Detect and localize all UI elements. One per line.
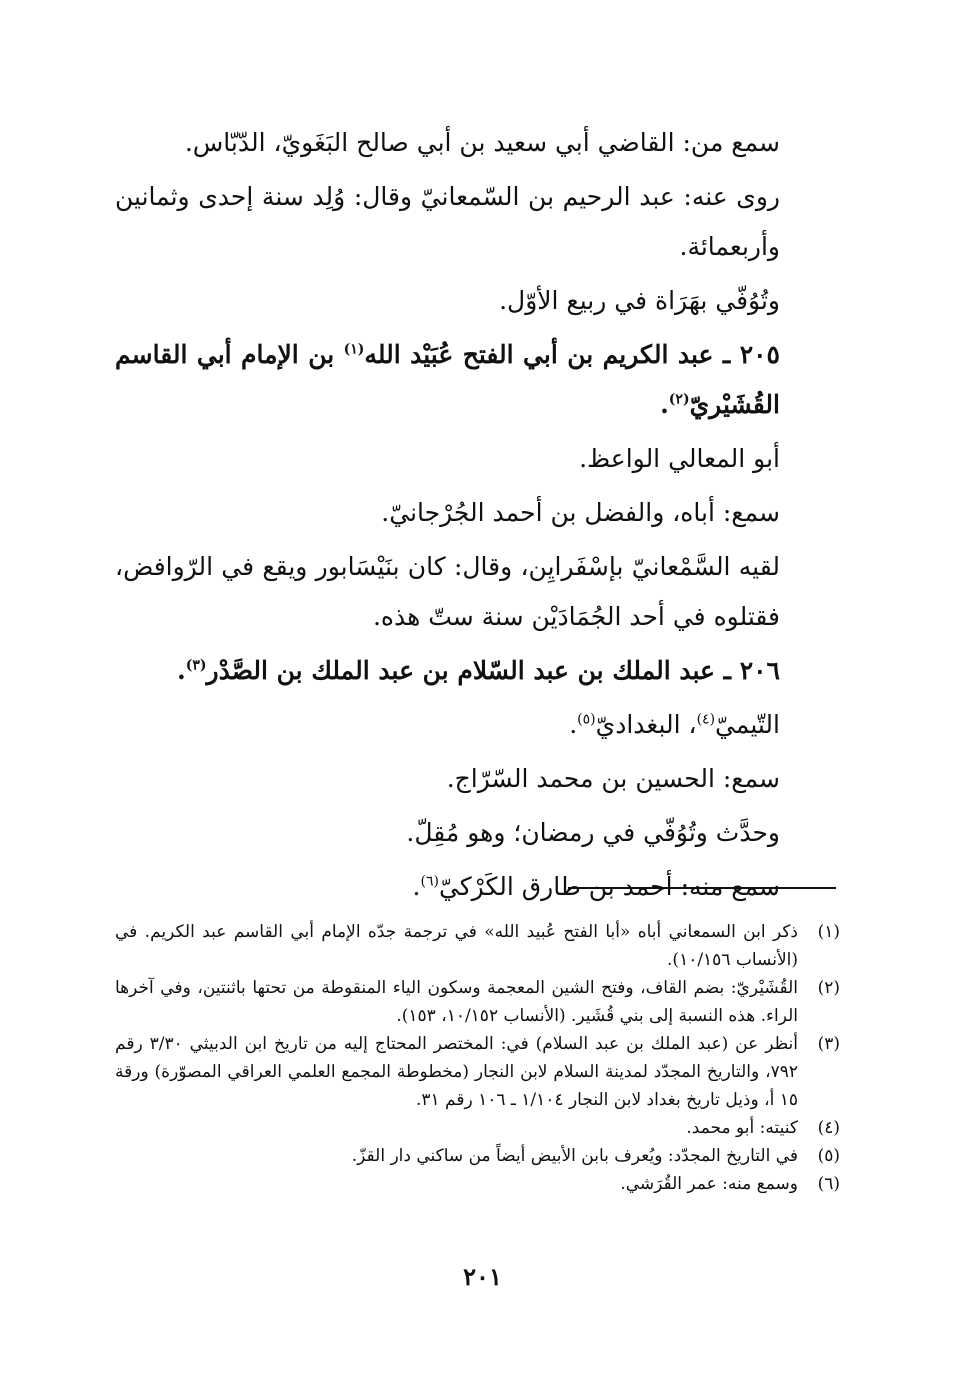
footnote-ref: (٥) bbox=[577, 711, 596, 728]
text-line: وتُوُفّي بهَرَاة في ربيع الأوّل. bbox=[499, 286, 780, 315]
footnote-number: (٥) bbox=[817, 1146, 840, 1166]
footnote-number: (٦) bbox=[817, 1174, 840, 1194]
text-span: سمع منه: أحمد بن طارق الكَرْكيّ bbox=[438, 872, 780, 901]
footnote-text: ذكر ابن السمعاني أباه «أبا الفتح عُبيد الله» في ترجمة جدّه الإمام أبي القاسم عبد الكريم. في (الأنساب ١٠/١٥٦). bbox=[115, 922, 798, 970]
text-line: أبو المعالي الواعظ. bbox=[579, 444, 780, 473]
footnote-text: كنيته: أبو محمد. bbox=[686, 1118, 798, 1138]
nisba: التّيميّ bbox=[715, 710, 780, 739]
footnote-ref: (١) bbox=[343, 341, 365, 358]
footnote bbox=[115, 1030, 840, 1114]
page-number: ٢٠١ bbox=[463, 1262, 502, 1291]
text-line: سمع من: القاضي أبي سعيد بن أبي صالح البَغَويّ، الدّبّاس. bbox=[184, 128, 780, 157]
nisba: ، البغداديّ bbox=[595, 710, 697, 739]
footnote-ref: (٣) bbox=[185, 657, 207, 674]
footnote bbox=[115, 1114, 840, 1142]
footnote-number: (١) bbox=[817, 922, 840, 942]
text-line bbox=[115, 700, 840, 750]
footnote-ref: (٢) bbox=[668, 391, 690, 408]
footnote-text: القُشَيْريّ: بضم القاف، وفتح الشين المعجمة وسكون الياء المنقوطة من تحتها باثنتين، وفي آخرها الراء. هذه النسبة إلى بني قُشَير. (الأنساب ١٠/١٥٢، ١٥٣). bbox=[115, 978, 798, 1026]
footnote bbox=[115, 1170, 840, 1198]
entry-heading-205 bbox=[115, 330, 840, 430]
text-line: وحدَّث وتُوُفّي في رمضان؛ وهو مُقِلّ. bbox=[406, 818, 780, 847]
punct: . bbox=[412, 872, 421, 901]
footnote-ref: (٦) bbox=[420, 873, 439, 890]
footnote-ref: (٤) bbox=[696, 711, 716, 728]
footnote bbox=[115, 918, 840, 974]
footnote-divider bbox=[568, 887, 836, 889]
footnote-number: (٣) bbox=[817, 1034, 840, 1054]
punct: . bbox=[569, 710, 578, 739]
text-line: سمع: أباه، والفضل بن أحمد الجُرْجانيّ. bbox=[381, 498, 780, 527]
entry-heading-206 bbox=[115, 646, 840, 696]
footnote bbox=[115, 974, 840, 1030]
footnotes bbox=[115, 918, 840, 1198]
footnote-number: (٤) bbox=[817, 1118, 840, 1138]
entry-title: ٢٠٦ ـ عبد الملك بن عبد السّلام بن عبد الملك بن الصَّدْر bbox=[206, 656, 780, 685]
main-text bbox=[115, 118, 840, 916]
footnote-text: وسمع منه: عمر القُرَشي. bbox=[620, 1174, 798, 1194]
text-line: سمع: الحسين بن محمد السّرّاج. bbox=[446, 764, 780, 793]
footnote-number: (٢) bbox=[817, 978, 840, 998]
text-line: روى عنه: عبد الرحيم بن السّمعانيّ وقال: وُلِد سنة إحدى وثمانين وأربعمائة. bbox=[115, 182, 780, 261]
footnote-text: في التاريخ المجدّد: ويُعرف بابن الأبيض أيضاً من ساكني دار القزّ. bbox=[351, 1146, 798, 1166]
entry-title: ٢٠٥ ـ عبد الكريم بن أبي الفتح عُبَيْد الله bbox=[364, 340, 780, 369]
entry-title-cont: بن الإمام أبي القاسم القُشَيْريّ bbox=[115, 340, 780, 419]
punct: . bbox=[177, 656, 186, 685]
footnote bbox=[115, 1142, 840, 1170]
text-line: لقيه السَّمْعانيّ بإسْفَرايِن، وقال: كان بنَيْسَابور ويقع في الرّوافض، فقتلوه في أحد الجُمَادَيْن سنة ستّ هذه. bbox=[115, 552, 780, 631]
footnote-text: أنظر عن (عبد الملك بن عبد السلام) في: المختصر المحتاج إليه من تاريخ ابن الدبيثي ٣/٣٠ رقم ٧٩٢، والتاريخ المجدّد لمدينة السلام لابن النجار (مخطوطة المجمع العلمي العراقي المصوّرة) ورقة ١٥ أ، وذيل تاريخ بغداد لابن النجار ١/١٠٤ ـ ١٠٦ رقم ٣١. bbox=[115, 1034, 798, 1110]
punct: . bbox=[660, 390, 669, 419]
